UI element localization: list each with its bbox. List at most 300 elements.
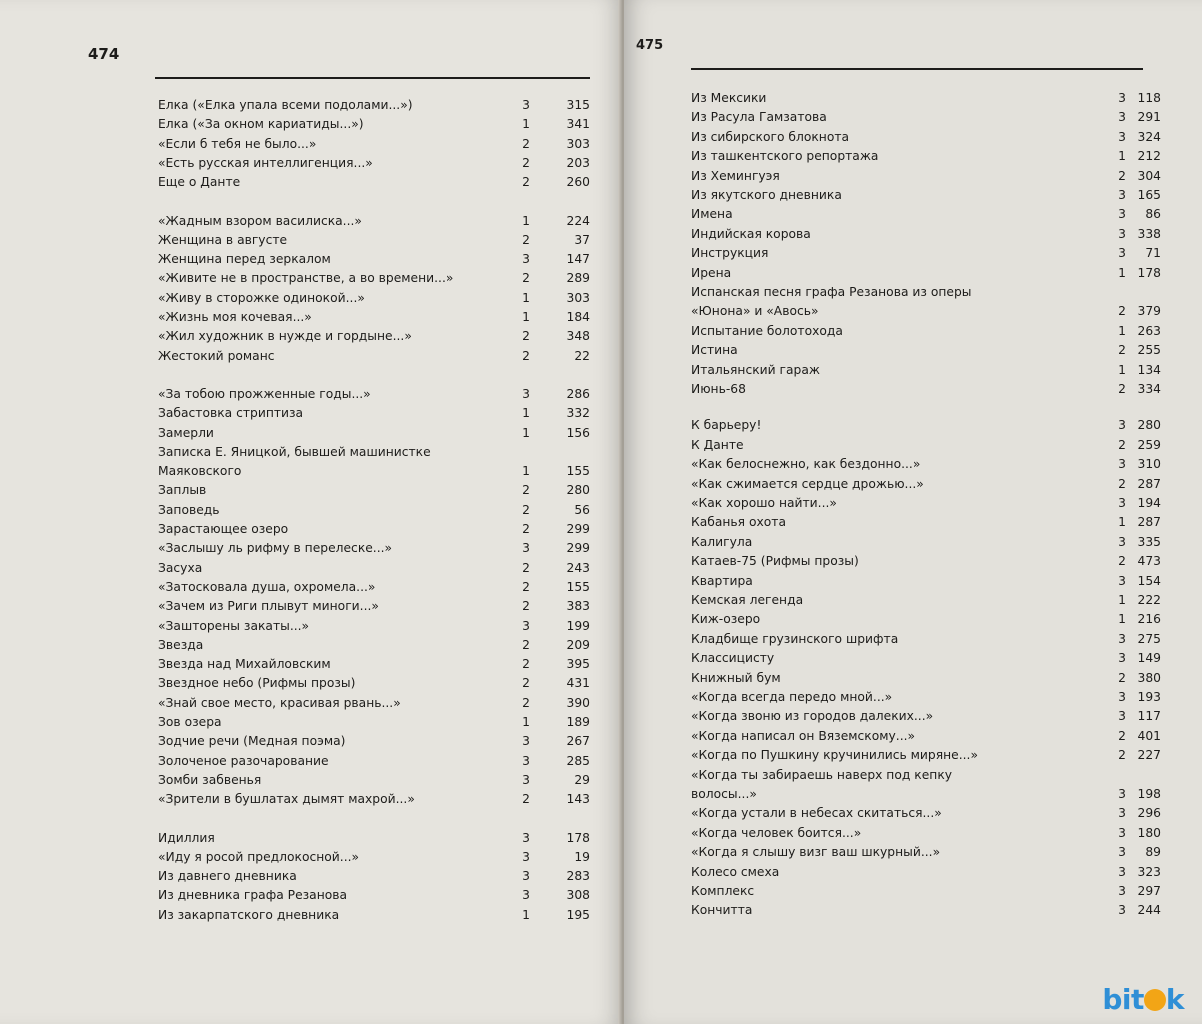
entry-volume: 2 [522,271,530,286]
entry-volume: 3 [1118,573,1126,588]
entry-volume: 2 [522,502,530,517]
entry-volume: 3 [1118,631,1126,646]
entry-page: 308 [566,888,590,903]
index-entry [691,532,1161,552]
entry-volume: 2 [522,560,530,575]
index-entry [691,243,1161,263]
index-entry [158,635,598,655]
index-entry [158,654,598,674]
index-entry [158,828,598,848]
entry-volume: 3 [1118,207,1126,222]
entry-volume: 2 [1118,382,1126,396]
watermark-text-end: k [1165,983,1184,1016]
entry-volume: 1 [522,425,530,440]
index-entry [158,134,598,154]
index-entry [691,551,1161,571]
entry-title: Золоченое разочарование [158,753,329,768]
index-entry [158,847,598,867]
entry-title: Июнь-68 [691,382,746,396]
entry-title: «Как хорошо найти...» [691,496,837,510]
entry-volume: 1 [1118,612,1126,627]
index-entry [158,307,598,327]
entry-volume: 2 [522,657,530,672]
index-entry [158,384,598,404]
index-entry [691,687,1161,707]
entry-volume: 1 [522,406,530,421]
entry-title: «Жизнь моя кочевая...» [158,310,312,324]
index-entry [158,249,598,269]
entry-page: 199 [566,618,590,633]
entry-page: 212 [1137,149,1161,164]
index-entry [158,442,598,462]
index-entry [691,765,1143,785]
entry-volume: 3 [522,386,530,401]
index-entry [158,616,598,636]
entry-title: «Когда я слышу визг ваш шкурный...» [691,845,941,860]
entry-volume: 3 [1118,534,1126,549]
index-entry [691,706,1161,726]
entry-page: 383 [566,599,590,614]
index-entry [158,461,598,481]
entry-volume: 3 [1118,690,1126,704]
entry-volume: 3 [522,888,530,903]
entry-page: 303 [566,136,590,151]
entry-page: 380 [1137,670,1161,685]
index-entry [158,577,598,597]
entry-volume: 2 [522,155,530,170]
entry-volume: 3 [1118,226,1126,241]
entry-page: 118 [1137,91,1161,105]
entry-page: 255 [1137,343,1161,358]
entry-page: 178 [566,830,590,845]
index-entry [691,823,1161,843]
entry-title: Кемская легенда [691,593,804,607]
entry-title: Зов озера [158,715,222,729]
entry-title: Комплекс [691,884,755,898]
entry-title: Из Расула Гамзатова [691,110,827,125]
entry-page: 315 [566,98,590,112]
entry-page: 296 [1137,806,1161,821]
index-entry [691,204,1161,224]
entry-volume: 3 [522,849,530,864]
index-entry [158,751,598,771]
index-entry [691,881,1161,901]
entry-page: 299 [566,522,590,536]
entry-title: Классицисту [691,651,775,666]
entry-page: 165 [1137,188,1161,202]
entry-volume: 3 [522,252,530,267]
entry-volume: 1 [522,715,530,729]
entry-title: Из Мексики [691,91,767,105]
entry-title: Испанская песня графа Резанова из оперы [691,285,972,299]
entry-volume: 2 [522,483,530,498]
entry-volume: 2 [522,792,530,807]
entry-title: К Данте [691,437,744,452]
entry-page: 198 [1137,787,1161,801]
entry-page: 89 [1145,845,1161,860]
entry-volume: 3 [1118,110,1126,125]
entry-title: «Когда звоню из городов далеких...» [691,709,934,724]
entry-volume: 1 [522,290,530,305]
entry-page: 19 [574,849,590,864]
entry-title: «Когда всегда передо мной...» [691,690,893,704]
watermark-text-start: bit [1102,983,1144,1016]
entry-title: Заплыв [158,483,207,498]
entry-page: 401 [1137,728,1161,743]
entry-volume: 1 [1118,362,1126,377]
entry-volume: 3 [522,753,530,768]
left-page-number: 474 [88,45,120,63]
entry-page: 334 [1137,382,1161,396]
entry-title: Инструкция [691,246,769,261]
entry-title: Засуха [158,560,203,575]
entry-volume: 1 [1118,593,1126,607]
entry-volume: 3 [1118,864,1126,879]
entry-title: Колесо смеха [691,864,780,879]
index-entry [158,153,598,173]
entry-title: Елка («Елка упала всеми подолами...») [158,98,413,112]
entry-title: Имена [691,207,733,222]
entry-volume: 2 [1118,343,1126,358]
entry-page: 209 [566,637,590,652]
entry-title: Елка («За окном кариатиды...») [158,117,364,132]
entry-volume: 1 [522,464,530,479]
index-entry [691,745,1161,765]
entry-page: 86 [1145,207,1161,222]
entry-title: «Как белоснежно, как бездонно...» [691,457,921,472]
entry-page: 395 [566,657,590,672]
entry-title: волосы...» [691,787,757,801]
index-entry [691,900,1161,920]
entry-volume: 2 [1118,168,1126,183]
index-entry [691,166,1161,186]
index-entry [158,326,598,346]
entry-volume: 2 [522,175,530,190]
entry-page: 29 [574,772,590,787]
entry-page: 280 [566,483,590,498]
entry-title: Жестокий романс [158,348,275,363]
entry-page: 56 [574,502,590,517]
index-entry [691,263,1161,283]
entry-volume: 1 [522,907,530,922]
entry-page: 280 [1137,418,1161,433]
entry-volume: 2 [1118,476,1126,491]
entry-page: 310 [1137,457,1161,472]
index-entry [158,519,598,539]
entry-title: Испытание болотохода [691,323,843,338]
entry-page: 379 [1137,304,1161,319]
entry-title: Квартира [691,573,753,588]
entry-title: Кончитта [691,903,753,918]
entry-page: 193 [1137,690,1161,704]
entry-title: Из якутского дневника [691,188,842,202]
entry-title: Из давнего дневника [158,869,297,884]
entry-volume: 1 [1118,265,1126,280]
entry-title: Замерли [158,425,214,440]
entry-volume: 3 [522,772,530,787]
entry-page: 22 [574,348,590,363]
entry-title: Индийская корова [691,226,811,241]
entry-volume: 2 [522,579,530,594]
entry-title: «Когда человек боится...» [691,825,862,840]
entry-page: 154 [1137,573,1161,588]
entry-volume: 3 [1118,496,1126,510]
entry-volume: 3 [1118,903,1126,918]
entry-page: 194 [1137,496,1161,510]
entry-title: Зодчие речи (Медная поэма) [158,734,346,749]
entry-volume: 3 [1118,418,1126,433]
right-header-rule [691,68,1143,70]
entry-title: Из дневника графа Резанова [158,888,348,903]
index-entry [691,493,1161,513]
entry-title: Из закарпатского дневника [158,907,340,922]
entry-title: «Зачем из Риги плывут миноги...» [158,599,379,614]
entry-page: 287 [1137,476,1161,491]
index-entry [691,842,1161,862]
entry-page: 283 [566,869,590,884]
index-entry [691,301,1161,321]
entry-title: Забастовка стриптиза [158,406,304,421]
entry-page: 289 [566,271,590,286]
index-entry [691,629,1161,649]
index-entry [691,648,1161,668]
entry-title: Киж-озеро [691,612,761,627]
index-entry [158,95,598,115]
entry-page: 37 [574,232,590,247]
entry-page: 203 [566,155,590,170]
entry-volume: 3 [1118,651,1126,666]
entry-page: 299 [566,541,590,556]
index-entry [158,268,598,288]
entry-volume: 2 [522,695,530,710]
entry-title: Катаев-75 (Рифмы прозы) [691,554,859,569]
entry-volume: 3 [522,830,530,845]
index-entry [158,538,598,558]
entry-page: 216 [1137,612,1161,627]
right-page-number: 475 [636,38,664,53]
entry-page: 243 [566,560,590,575]
entry-title: «Живите не в пространстве, а во времени...» [158,271,454,286]
entry-volume: 1 [1118,149,1126,164]
index-entry [158,731,598,751]
entry-title: «Живу в сторожке одинокой...» [158,290,365,305]
entry-volume: 2 [522,329,530,344]
entry-title: «Когда ты забираешь наверх под кепку [691,767,953,782]
entry-page: 244 [1137,903,1161,918]
entry-page: 263 [1137,323,1161,338]
index-entry [691,474,1161,494]
entry-volume: 2 [522,676,530,691]
entry-title: «Затосковала душа, охромела...» [158,579,376,594]
entry-title: «Знай свое место, красивая рвань...» [158,695,401,710]
entry-page: 275 [1137,631,1161,646]
entry-title: Итальянский гараж [691,362,820,377]
entry-title: Записка Е. Яницкой, бывшей машинистке [158,444,431,459]
entry-page: 291 [1137,110,1161,125]
entry-volume: 2 [522,136,530,151]
entry-title: «Жадным взором василиска...» [158,213,362,228]
index-entry [691,360,1161,380]
entry-title: Женщина перед зеркалом [158,252,331,267]
entry-page: 431 [566,676,590,691]
entry-volume: 1 [522,213,530,228]
entry-volume: 2 [522,348,530,363]
entry-title: Зарастающее озеро [158,522,289,536]
index-entry [158,211,598,231]
entry-volume: 3 [1118,845,1126,860]
entry-title: К барьеру! [691,418,762,433]
left-header-rule [155,77,590,79]
index-entry [158,905,598,925]
entry-volume: 3 [522,541,530,556]
entry-title: Еще о Данте [158,175,241,190]
entry-volume: 3 [522,618,530,633]
entry-page: 155 [566,464,590,479]
entry-page: 184 [566,310,590,324]
entry-title: «Юнона» и «Авось» [691,304,819,319]
entry-volume: 1 [522,310,530,324]
entry-page: 227 [1137,748,1161,763]
entry-page: 348 [566,329,590,344]
index-entry [158,885,598,905]
entry-title: Кладбище грузинского шрифта [691,631,899,646]
entry-title: Маяковского [158,464,242,479]
entry-page: 390 [566,695,590,710]
index-entry [691,146,1161,166]
entry-page: 259 [1137,437,1161,452]
entry-page: 324 [1137,129,1161,144]
index-entry [691,415,1161,435]
index-entry [691,609,1161,629]
entry-title: Из Хемингуэя [691,168,780,183]
index-entry [691,454,1161,474]
entry-title: Зомби забвенья [158,772,262,787]
entry-volume: 3 [522,734,530,749]
index-entry [158,403,598,423]
entry-title: «Если б тебя не было...» [158,136,317,151]
index-entry [691,862,1161,882]
index-entry [158,480,598,500]
index-entry [158,693,598,713]
entry-page: 71 [1145,246,1161,261]
entry-title: «Есть русская интеллигенция...» [158,155,373,170]
entry-page: 297 [1137,884,1161,898]
entry-page: 267 [566,734,590,749]
entry-title: Кабанья охота [691,515,787,530]
index-entry [691,512,1161,532]
entry-volume: 3 [1118,709,1126,724]
index-entry [691,340,1161,360]
entry-page: 260 [566,175,590,190]
index-entry [158,712,598,732]
entry-volume: 2 [1118,748,1126,763]
entry-volume: 3 [1118,825,1126,840]
entry-title: Калигула [691,534,753,549]
index-entry [691,726,1161,746]
index-entry [691,224,1161,244]
entry-page: 222 [1137,593,1161,607]
entry-title: «Когда написал он Вяземскому...» [691,728,916,743]
entry-title: Звезда над Михайловским [158,657,331,672]
entry-volume: 2 [1118,554,1126,569]
entry-title: «Жил художник в нужде и гордыне...» [158,329,412,344]
entry-volume: 3 [1118,787,1126,801]
entry-title: Книжный бум [691,670,781,685]
entry-page: 332 [566,406,590,421]
index-entry [158,673,598,693]
entry-volume: 2 [1118,304,1126,319]
index-entry [691,185,1161,205]
entry-volume: 1 [1118,323,1126,338]
entry-title: Ирена [691,265,732,280]
entry-volume: 1 [522,117,530,132]
entry-page: 341 [566,117,590,132]
entry-title: «За тобою прожженные годы...» [158,386,371,401]
entry-volume: 2 [522,232,530,247]
entry-title: «Зашторены закаты...» [158,618,310,633]
index-entry [691,590,1161,610]
entry-page: 149 [1137,651,1161,666]
entry-title: «Как сжимается сердце дрожью...» [691,476,924,491]
index-entry [158,770,598,790]
index-entry [158,288,598,308]
entry-page: 323 [1137,864,1161,879]
entry-page: 473 [1137,554,1161,569]
entry-page: 286 [566,386,590,401]
entry-page: 338 [1137,226,1161,241]
entry-page: 143 [566,792,590,807]
entry-volume: 3 [1118,246,1126,261]
entry-page: 285 [566,753,590,768]
entry-page: 304 [1137,168,1161,183]
entry-volume: 2 [522,637,530,652]
index-entry [158,230,598,250]
index-entry [158,789,598,809]
index-entry [158,500,598,520]
entry-volume: 3 [522,869,530,884]
entry-page: 117 [1137,709,1161,724]
entry-page: 178 [1137,265,1161,280]
entry-volume: 2 [522,599,530,614]
entry-title: «Когда устали в небесах скитаться...» [691,806,942,821]
index-entry [691,379,1161,399]
entry-volume: 3 [1118,188,1126,202]
entry-title: «Зрители в бушлатах дымят махрой...» [158,792,415,807]
entry-title: Из сибирского блокнота [691,129,850,144]
entry-volume: 2 [522,522,530,536]
entry-volume: 1 [1118,515,1126,530]
entry-page: 147 [566,252,590,267]
index-entry [691,571,1161,591]
entry-title: «Заслышу ль рифму в перелеске...» [158,541,393,556]
entry-page: 224 [566,213,590,228]
entry-volume: 2 [1118,437,1126,452]
entry-page: 287 [1137,515,1161,530]
index-entry [691,107,1161,127]
entry-title: Звезда [158,637,204,652]
watermark-logo [1102,983,1184,1016]
entry-title: Идиллия [158,830,215,845]
index-entry [158,346,598,366]
index-entry [691,321,1161,341]
index-entry [691,282,1143,302]
entry-page: 195 [566,907,590,922]
entry-page: 155 [566,579,590,594]
entry-title: «Когда по Пушкину кручинились миряне...» [691,748,978,763]
entry-title: Из ташкентского репортажа [691,149,879,164]
entry-volume: 3 [1118,884,1126,898]
entry-page: 303 [566,290,590,305]
